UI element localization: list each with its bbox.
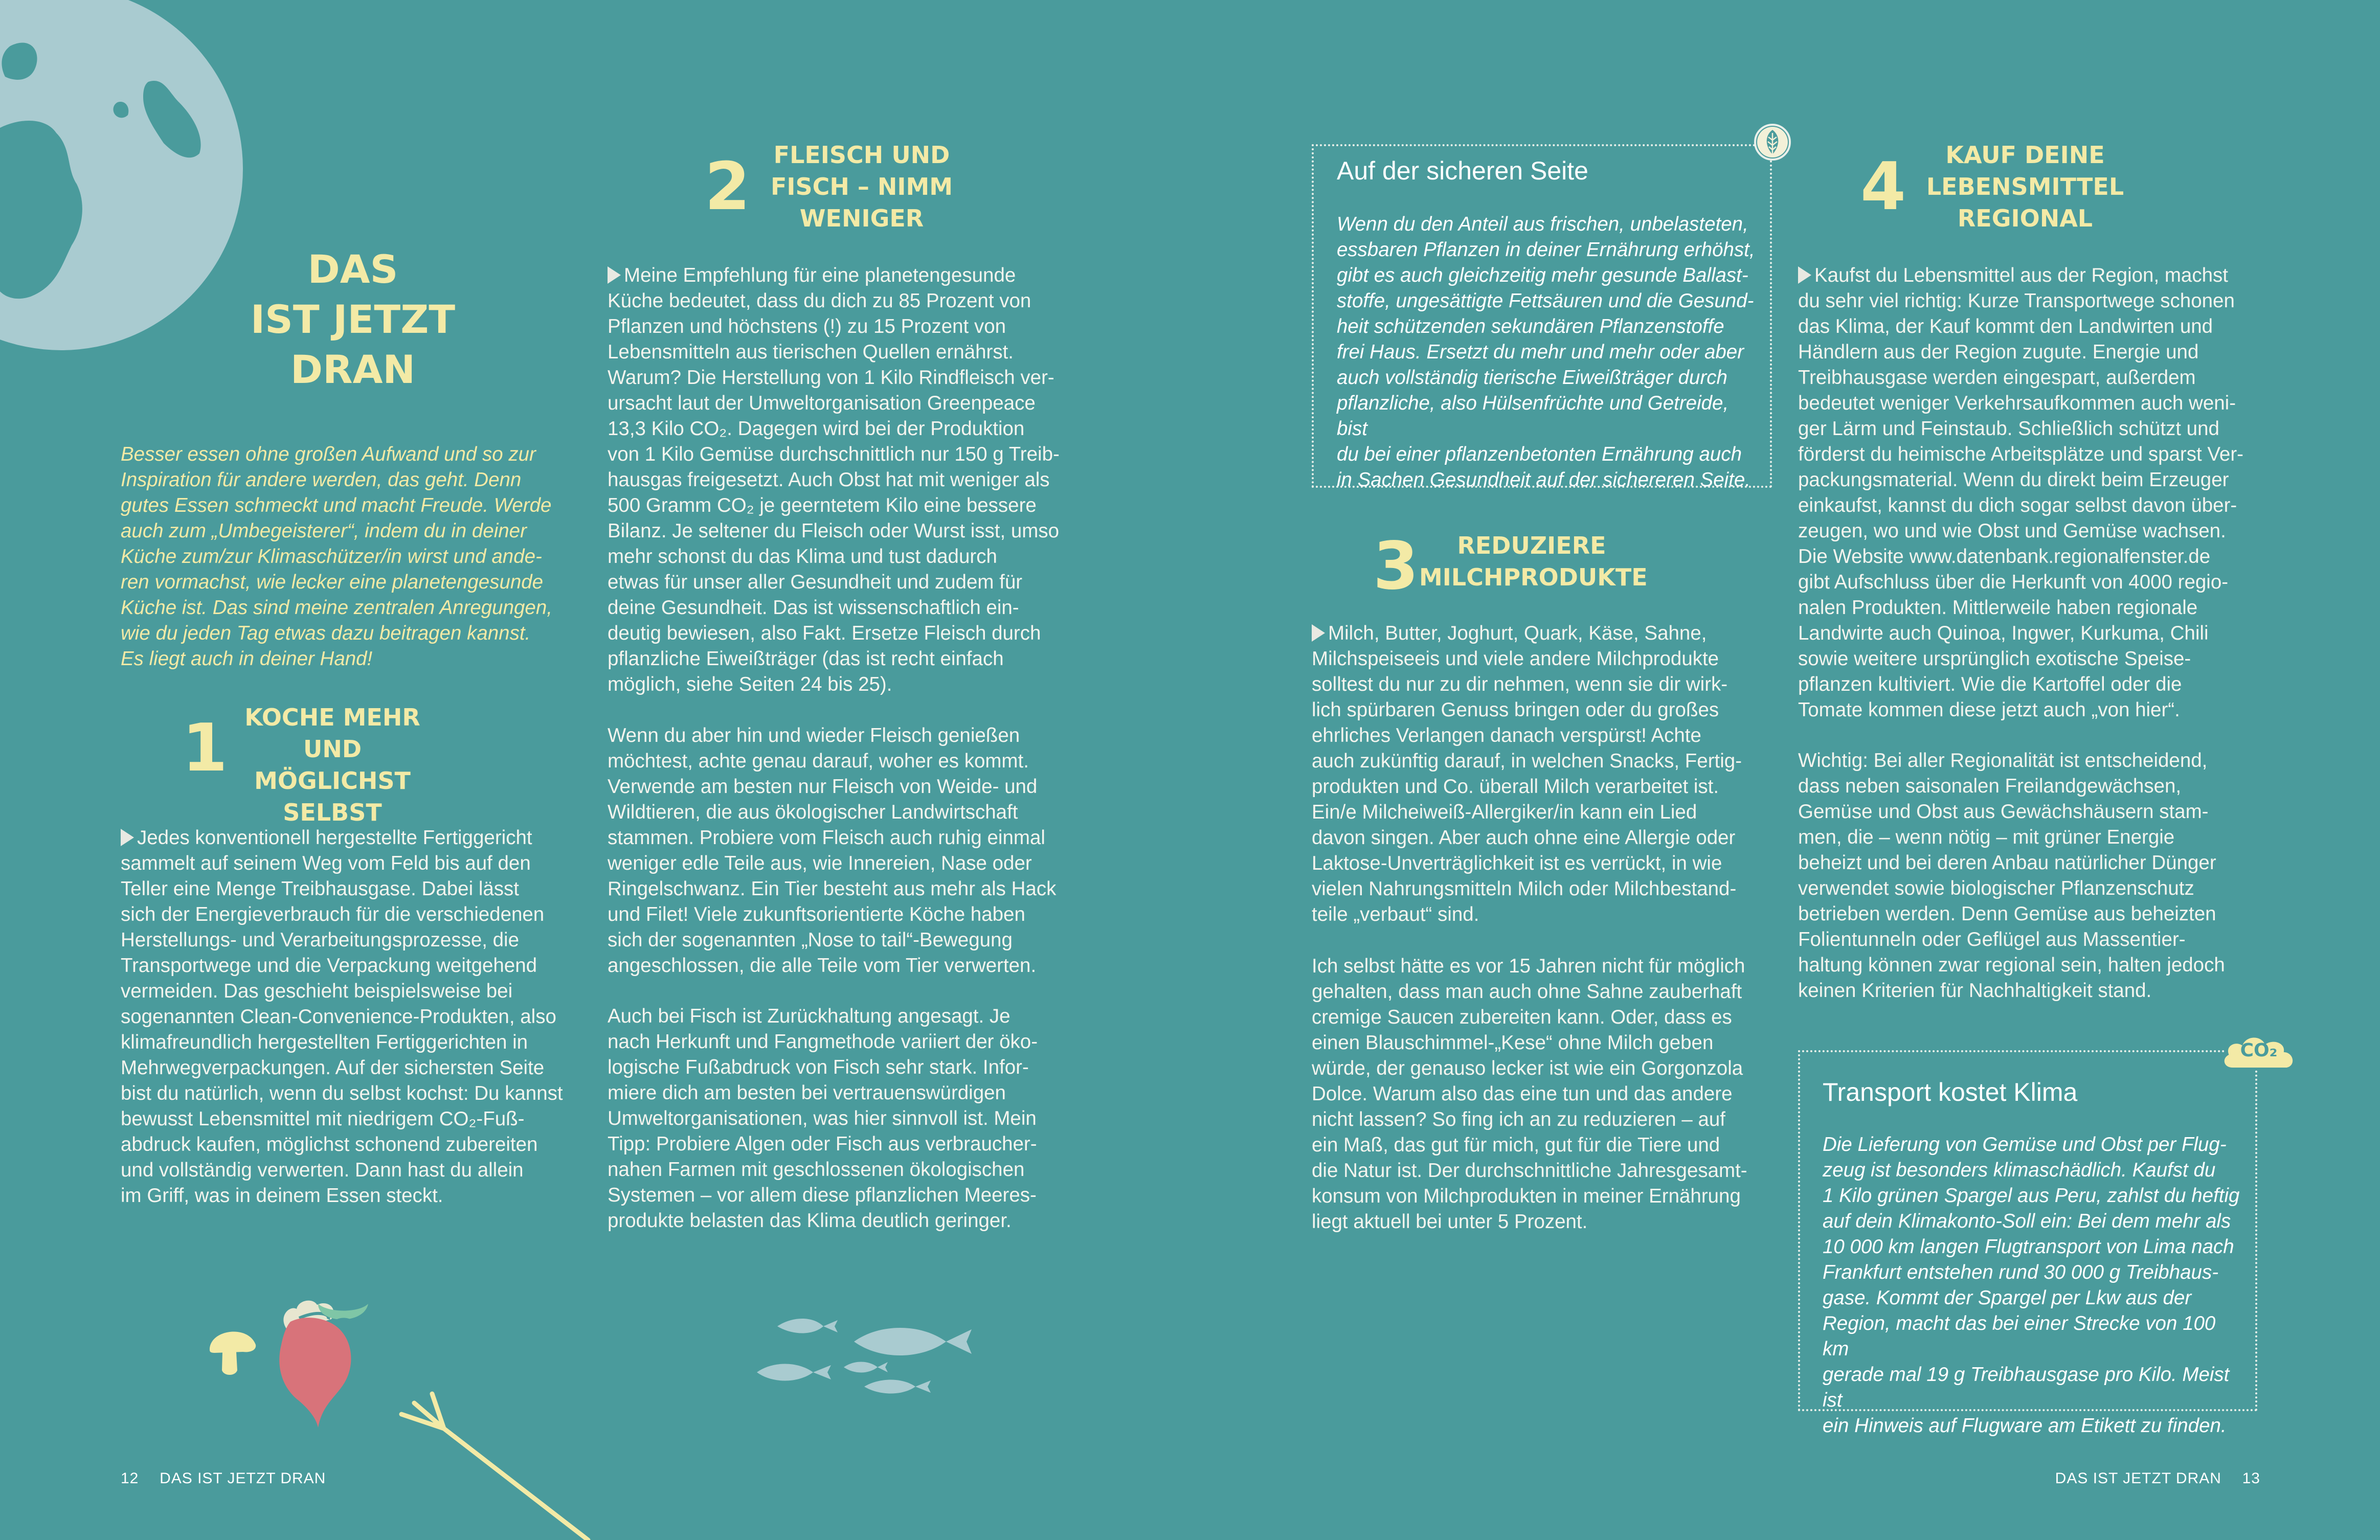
bullet-triangle-icon: [608, 266, 621, 284]
chapter-title: DAS IST JETZT DRAN: [250, 246, 456, 392]
radish-leaves-icon: [313, 1299, 374, 1334]
section-2-heading: FLEISCH UND FISCH – NIMM WENIGER: [770, 141, 953, 232]
section-3-text-a: [1312, 621, 1787, 927]
info-box-safe-text: Wenn du den Anteil aus frischen, unbelasteten, essbaren Pflanzen in deiner Ernährung erhöhst, gibt es auch gleichzeitig mehr gesunde Ballast- stoffe, ungesättigte Fettsäuren und die Gesund- heit schützenden sekundären Pflanzenstoffe frei Haus. Ersetzt du mehr und mehr oder aber auch vollständig tierische Eiweißträger durch pflanzliche, also Hülsenfrüchte und Getreide, bist du bei einer pflanzenbetonten Ernährung auch in Sachen Gesundheit auf der sichereren Seite.: [1337, 213, 1755, 491]
footer-section-label-right: DAS IST JETZT DRAN: [2055, 1470, 2221, 1487]
bullet-triangle-icon: [1798, 266, 1811, 284]
section-4-text-b: Wichtig: Bei aller Regionalität ist entscheidend, dass neben saisonalen Freilandgewächsen, Gemüse und Obst aus Gewächshäusern stam- men, die – wenn nötig – mit grüner Energie beheizt und bei deren Anbau natürlicher Dünger verwendet sowie biologischer Pflanzenschutz betrieben werden. Denn Gemüse aus beheizten Folientunneln oder Geflügel aus Massentier- haltung können zwar regional sein, halten jedoch keinen Kriterien für Nachhaltigkeit stand.: [1798, 750, 2225, 1002]
section-1-text: [121, 825, 596, 1209]
vegetable-fork-illustration: [199, 1294, 649, 1540]
section-3-heading: REDUZIERE MILCHPRODUKTE: [1419, 532, 1648, 591]
chapter-intro: Besser essen ohne großen Aufwand und so zur Inspiration für andere werden, das geht. Denn gutes Essen schmeckt und macht Freude. Werde auch zum „Umbegeisterer“, indem du in deiner Küche zum/zur Klimaschützer/in wirst und ande- ren vormachst, wie lecker eine planetengesunde Küche ist. Das sind meine zentralen Anregungen, wie du jeden Tag etwas dazu beitragen kannst. Es liegt auch in deiner Hand!: [121, 443, 552, 670]
bullet-triangle-icon: [121, 829, 134, 846]
section-2-number: 2: [705, 149, 751, 225]
co2-badge-label: CO₂: [2240, 1040, 2278, 1061]
section-2-text-b: Wenn du aber hin und wieder Fleisch genießen möchtest, achte genau darauf, woher es kommt. Verwende am besten nur Fleisch von Weide- und Wildtieren, die aus ökologischer Landwirtschaft stammen. Probiere vom Fleisch auch ruhig einmal weniger edle Teile aus, wie Innereien, Nase oder Ringelschwanz. Ein Tier besteht aus mehr als Hack und Filet! Viele zukunftsorientierte Köche haben sich der sogenannten „Nose to tail“-Bewegung angeschlossen, die alle Teile vom Tier verwerten.: [608, 724, 1057, 977]
page-number-right: 13: [2242, 1470, 2260, 1487]
globe-illustration: [0, 0, 245, 373]
section-3-number: 3: [1373, 528, 1419, 604]
page-number-left: 12: [121, 1470, 139, 1487]
section-4-number: 4: [1860, 149, 1906, 225]
section-3-text-a-content: Milch, Butter, Joghurt, Quark, Käse, Sahne, Milchspeiseeis und viele andere Milchprodukte solltest du nur zu dir nehmen, wenn sie dir wirk- lich spürbaren Genuss bringen oder du großes ehrliches Verlangen danach verspürst! Achte auch zukünftig darauf, in welchen Snacks, Fertig- produkten und Co. überall Milch verarbeitet ist. Ein/e Milcheiweiß-Allergiker/in kann ein Lied davon singen. Aber auch ohne eine Allergie oder Laktose-Unverträglichkeit ist es verrückt, in wie vielen Nahrungsmitteln Milch oder Milchbestand- teile „verbaut“ sind.: [1312, 622, 1742, 925]
info-box-transport-text: Die Lieferung von Gemüse und Obst per Flug- zeug ist besonders klimaschädlich. Kaufst du 1 Kilo grünen Spargel aus Peru, zahlst du heftig auf dein Klimakonto-Soll ein: Bei dem mehr als 10 000 km langen Flugtransport von Lima nach Frankfurt entstehen rund 30 000 g Treibhaus- gase. Kommt der Spargel per Lkw aus der Region, macht das bei einer Strecke von 100 km gerade mal 19 g Treibhausgase pro Kilo. Meist ist ein Hinweis auf Flugware am Etikett zu finden.: [1823, 1134, 2240, 1437]
footer-right: [2055, 1470, 2260, 1487]
footer-section-label-left: DAS IST JETZT DRAN: [160, 1470, 326, 1487]
section-1-heading: KOCHE MEHR UND MÖGLICHST SELBST: [244, 704, 420, 826]
section-1-text-content: Jedes konventionell hergestellte Fertiggericht sammelt auf seinem Weg vom Feld bis auf den Teller eine Menge Treibhausgase. Dabei lässt sich der Energieverbrauch für die verschiedenen Herstellungs- und Verarbeitungsprozesse, die Transportwege und die Verpackung weitgehend vermeiden. Das geschieht beispielsweise bei sogenannten Clean-Convenience-Produkten, also klimafreundlich hergestellten Fertiggerichten in Mehrwegverpackungen. Auf der sichersten Seite bist du natürlich, wenn du selbst kochst: Du kannst bewusst Lebensmittel mit niedrigem CO₂-Fuß- abdruck kaufen, möglichst schonend zubereiten und vollständig verwerten. Dann hast du allein im Griff, was in deinem Essen steckt.: [121, 827, 563, 1207]
fish-school-illustration: [752, 1311, 1038, 1408]
section-2-text-c: Auch bei Fisch ist Zurückhaltung angesagt. Je nach Herkunft und Fangmethode variiert der öko- logische Fußabdruck von Fisch sehr stark. Infor- miere dich am besten bei vertrauenswürdigen Umweltorganisationen, was hier sinnvoll ist. Mein Tipp: Probiere Algen oder Fisch aus verbraucher- nahen Farmen mit geschlossenen ökologischen Systemen – vor allem diese pflanzlichen Meeres- produkte belasten das Klima deutlich geringer.: [608, 1005, 1038, 1232]
footer-left: [121, 1470, 326, 1487]
section-1-number: 1: [182, 710, 228, 786]
info-box-transport-title: Transport kostet Klima: [1823, 1078, 2078, 1106]
leaf-icon: [1753, 123, 1792, 162]
info-box-safe-title: Auf der sicheren Seite: [1337, 156, 1588, 185]
bullet-triangle-icon: [1312, 624, 1325, 642]
section-2-text-a-content: Meine Empfehlung für eine planetengesunde Küche bedeutet, dass du dich zu 85 Prozent von Pflanzen und höchstens (!) zu 15 Prozent von Lebensmitteln aus tierischen Quellen ernährst. Warum? Die Herstellung von 1 Kilo Rindfleisch ver- ursacht laut der Umweltorganisation Greenpeace 13,3 Kilo CO₂. Dagegen wird bei der Produktion von 1 Kilo Gemüse durchschnittlich nur 150 g Treib- hausgas freigesetzt. Auch Obst hat mit weniger als 500 Gramm CO₂ je geerntetem Kilo eine bessere Bilanz. Je seltener du Fleisch oder Wurst isst, umso mehr schonst du das Klima und tust dadurch etwas für unser aller Gesundheit und zudem für deine Gesundheit. Das ist wissenschaftlich ein- deutig bewiesen, also Fakt. Ersetze Fleisch durch pflanzliche Eiweißträger (das ist recht einfach möglich, siehe Seiten 24 bis 25).: [608, 264, 1060, 695]
section-4-text-a: [1798, 263, 2279, 723]
section-4-text-a-content: Kaufst du Lebensmittel aus der Region, machst du sehr viel richtig: Kurze Transportwege schonen das Klima, der Kauf kommt den Landwirten und Händlern aus der Region zugute. Energie und Treibhausgase werden eingespart, außerdem bedeutet weniger Verkehrsaufkommen auch weni- ger Lärm und Feinstaub. Schließlich schützt und förderst du heimische Arbeitsplätze und sparst Ver- packungsmaterial. Wenn du direkt beim Erzeuger einkaufst, kannst du dich sogar selbst davon über- zeugen, wo und wie Obst und Gemüse wachsen. Die Website www.datenbank.regionalfenster.de gibt Aufschluss über die Herkunft von 4000 regio- nalen Produkten. Mittlerweile haben regionale Landwirte auch Quinoa, Ingwer, Kurkuma, Chili sowie weitere ursprünglich exotische Speise- pflanzen kultiviert. Wie die Kartoffel oder die Tomate kommen diese jetzt auch „von hier“.: [1798, 264, 2243, 721]
section-2-text-a: [608, 263, 1083, 697]
section-4-heading: KAUF DEINE LEBENSMITTEL REGIONAL: [1926, 141, 2124, 232]
section-3-text-b: Ich selbst hätte es vor 15 Jahren nicht für möglich gehalten, dass man auch ohne Sahne zauberhaft cremige Saucen zubereiten kann. Oder, dass es einen Blauschimmel-„Kese“ ohne Milch geben würde, der genauso lecker ist wie ein Gorgonzola Dolce. Warum also das eine tun und das andere nicht lassen? So fing ich an zu reduzieren – auf ein Maß, das gut für mich, gut für die Tiere und die Natur ist. Der durchschnittliche Jahresgesamt- konsum von Milchprodukten in meiner Ernährung liegt aktuell bei unter 5 Prozent.: [1312, 955, 1747, 1233]
